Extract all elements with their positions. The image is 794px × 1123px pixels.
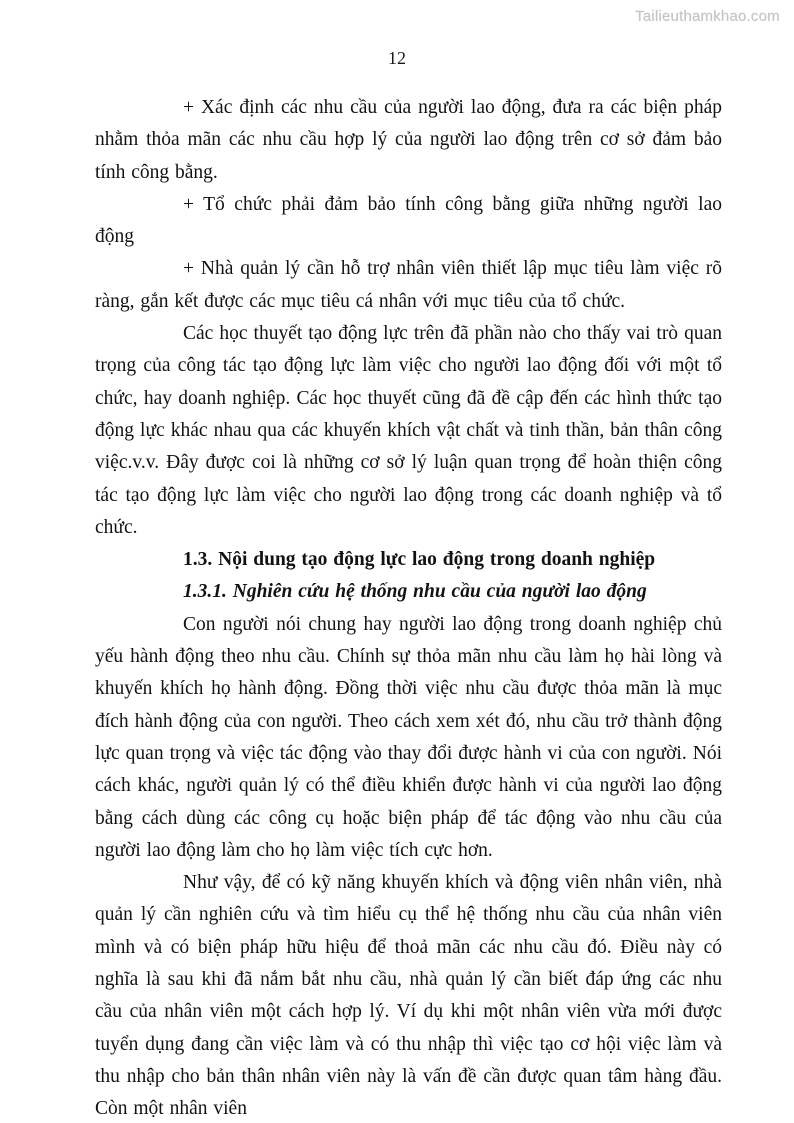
section-heading-1-3: 1.3. Nội dung tạo động lực lao động trong doanh nghiệp (183, 549, 656, 571)
paragraph-bullet-3: + Nhà quản lý cần hỗ trợ nhân viên thiết lập mục tiêu làm việc rõ ràng, gắn kết được các mục tiêu cá nhân với mục tiêu của tổ chức. (95, 258, 722, 312)
paragraph-bullet-2: + Tổ chức phải đảm bảo tính công bằng giữa những người lao động (95, 193, 722, 248)
document-body (95, 92, 722, 1123)
paragraph-bullet-1: + Xác định các nhu cầu của người lao động, đưa ra các biện pháp nhằm thỏa mãn các nhu cầu hợp lý của người lao động trên cơ sở đảm bảo tính công bằng. (95, 97, 722, 183)
paragraph-needs-behavior: Con người nói chung hay người lao động trong doanh nghiệp chủ yếu hành động theo nhu cầu. Chính sự thỏa mãn nhu cầu làm họ hài lòng và khuyến khích họ hành động. Đồng thời việc nhu cầu được thỏa mãn là mục đích hành động của con người. Theo cách xem xét đó, nhu cầu trở thành động lực quan trọng và việc tác động vào thay đổi được hành vi của con người. Nói cách khác, người quản lý có thể điều khiển được hành vi của người lao động bằng cách dùng các công cụ hoặc biện pháp để tác động vào nhu cầu của người lao động làm cho họ làm việc tích cực hơn. (95, 613, 722, 861)
paragraph-manager-skills: Như vậy, để có kỹ năng khuyến khích và động viên nhân viên, nhà quản lý cần nghiên cứu và tìm hiểu cụ thể hệ thống nhu cầu của nhân viên mình và có biện pháp hữu hiệu để thoả mãn các nhu cầu đó. Điều này có nghĩa là sau khi đã nắm bắt nhu cầu, nhà quản lý cần biết đáp ứng các nhu cầu của nhân viên một cách hợp lý. Ví dụ khi một nhân viên vừa mới được tuyển dụng đang cần việc làm và có thu nhập thì việc tạo cơ hội việc làm và thu nhập cho bản thân nhân viên này là vấn đề cần được quan tâm hàng đầu. Còn một nhân viên (95, 872, 722, 1120)
paragraph-theories-summary: Các học thuyết tạo động lực trên đã phần nào cho thấy vai trò quan trọng của công tác tạo động lực làm việc cho người lao động đối với một tổ chức, hay doanh nghiệp. Các học thuyết cũng đã đề cập đến các hình thức tạo động lực khác nhau qua các khuyến khích vật chất và tinh thần, bản thân công việc.v.v. Đây được coi là những cơ sở lý luận quan trọng để hoàn thiện công tác tạo động lực làm việc cho người lao động trong các doanh nghiệp và tổ chức. (95, 323, 722, 538)
page-number: 12 (388, 48, 406, 68)
subsection-heading-1-3-1: 1.3.1. Nghiên cứu hệ thống nhu cầu của người lao động (183, 581, 647, 603)
watermark-text: Tailieuthamkhao.com (635, 8, 780, 25)
